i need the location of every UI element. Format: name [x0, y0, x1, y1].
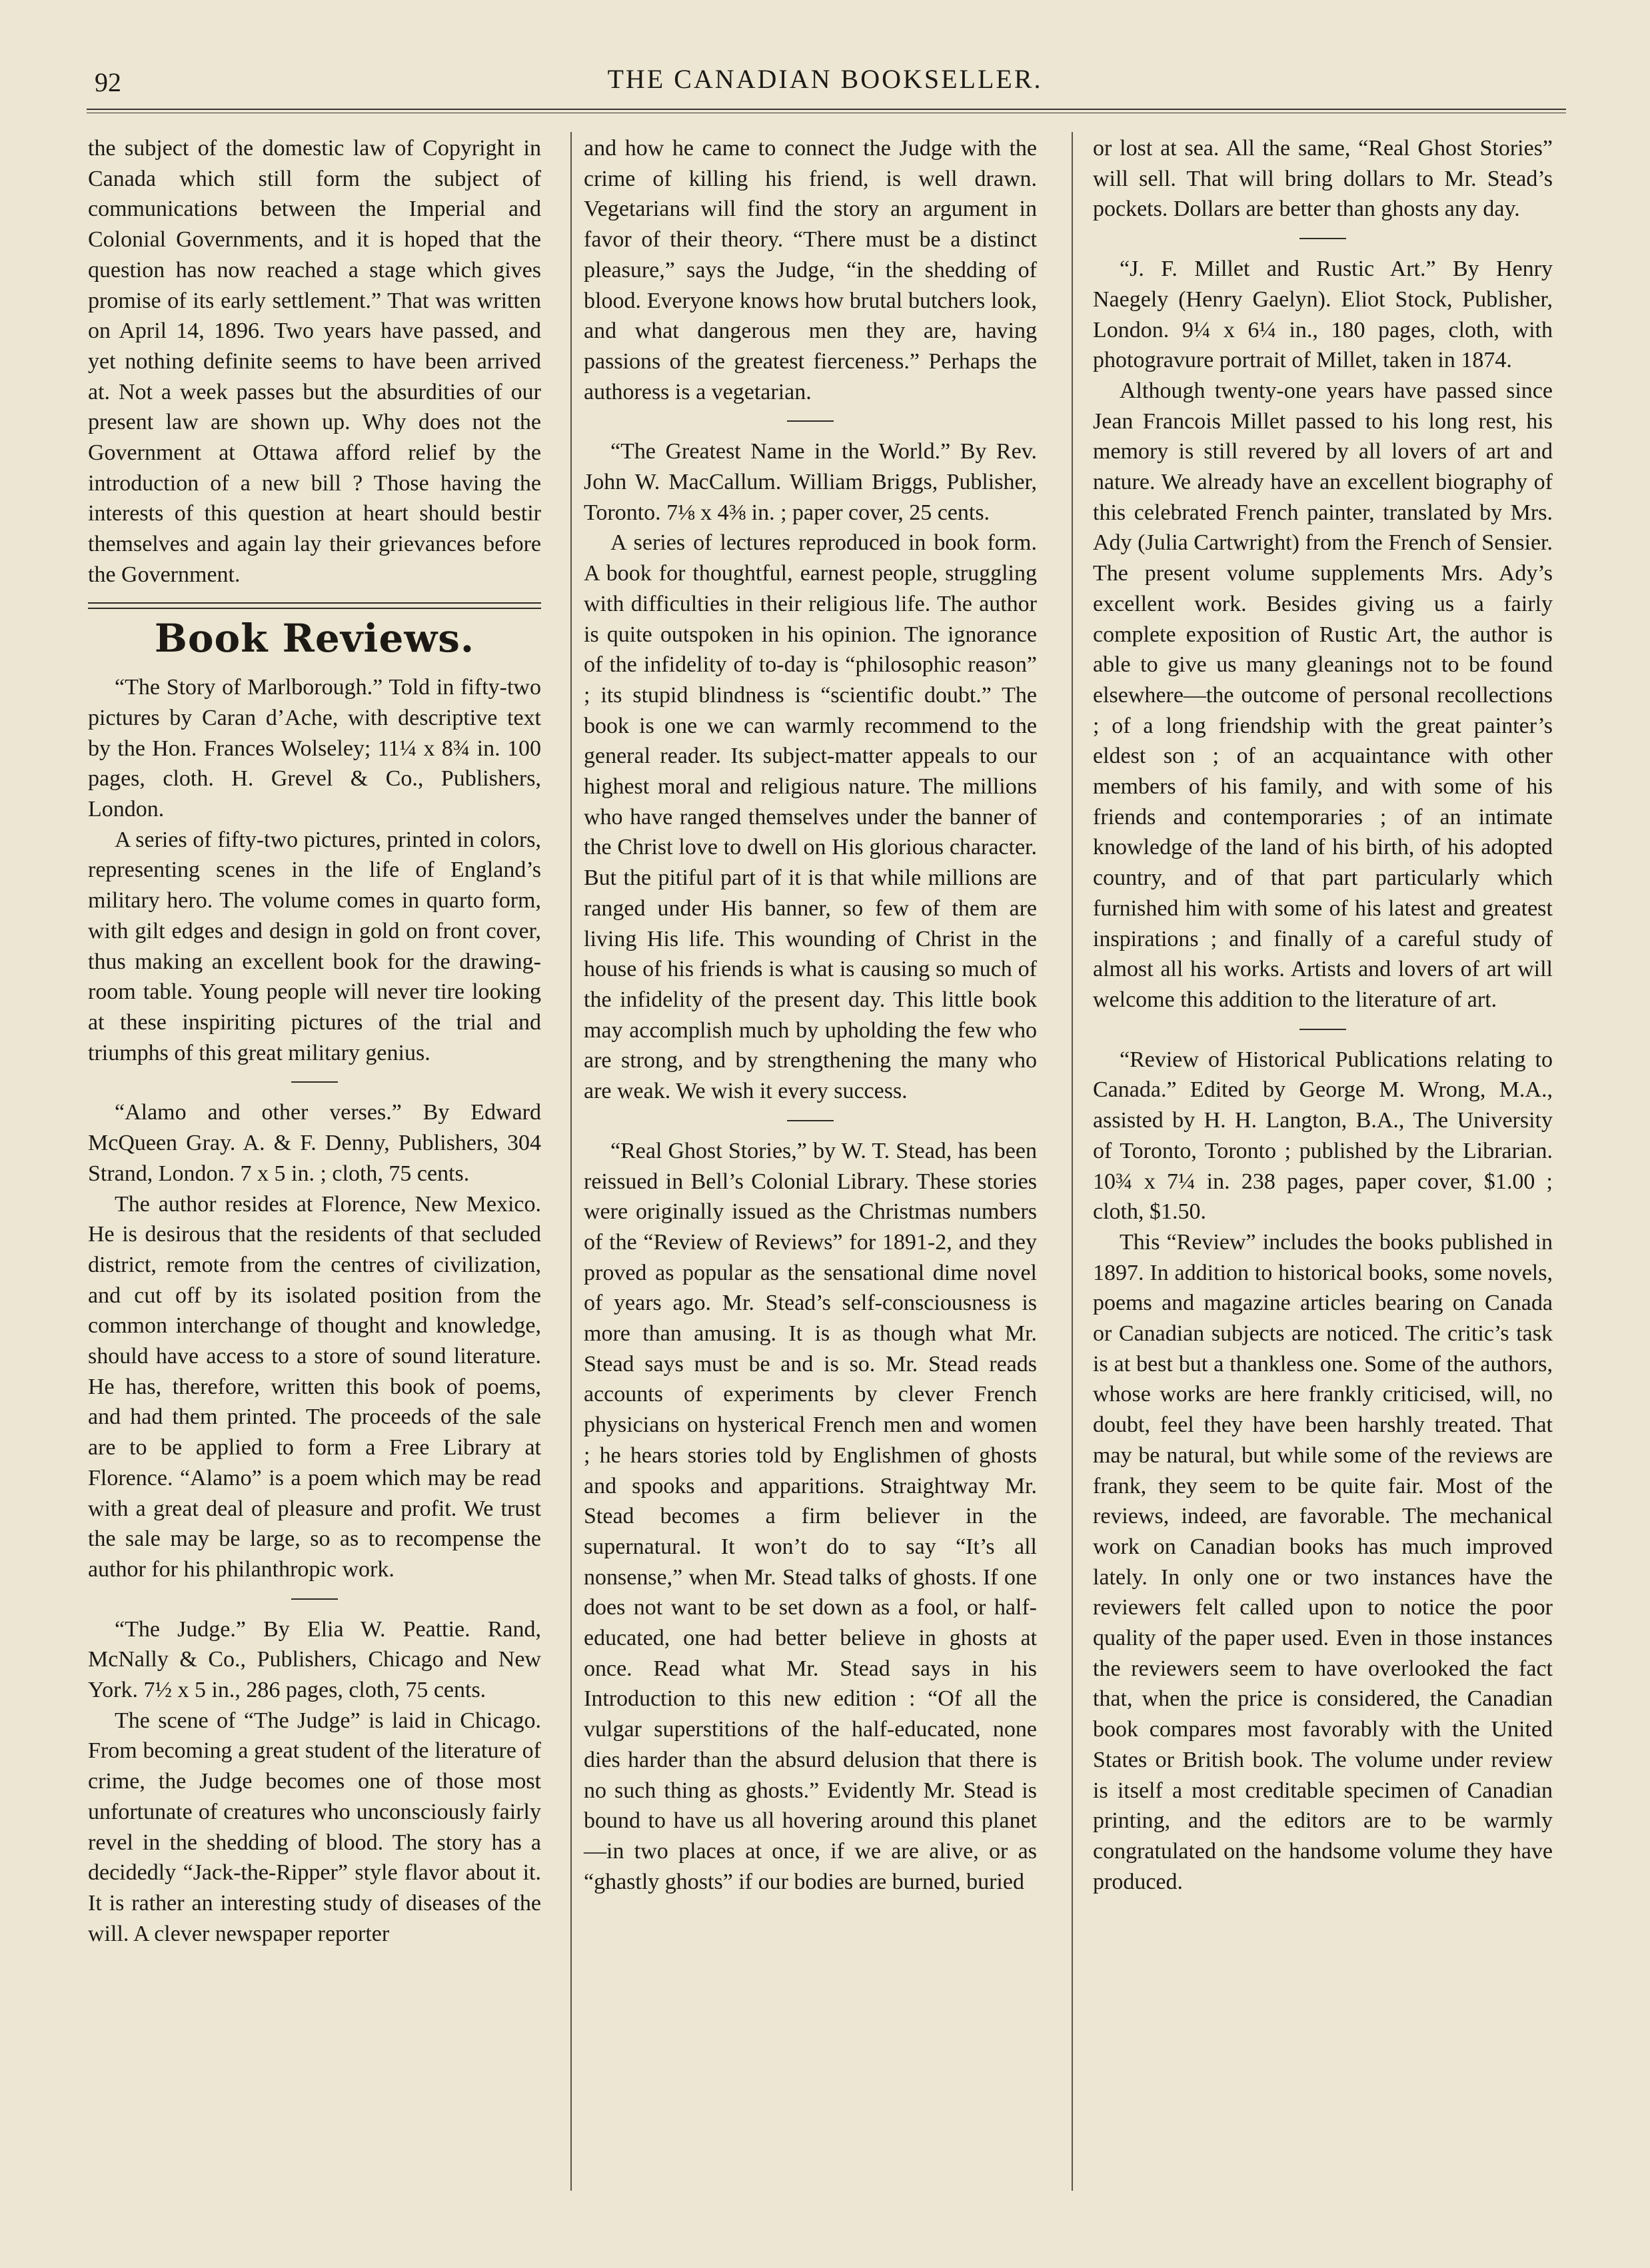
column-2 [584, 133, 1037, 1897]
section-heading: Book Reviews. [154, 615, 475, 661]
section-double-rule [88, 602, 541, 609]
column-divider-2 [1072, 132, 1073, 2191]
review-body-millet: Although twenty-one years have passed since Jean Francois Millet passed to his long rest, his memory is still revered by all lovers of art and nature. We already have an excellent biography of this celebrated French painter, translated by Mrs. Ady (Julia Cartwright) from the French of Sensier. The present volume supplements Mrs. Ady’s excellent work. Besides giving us a fairly complete exposition of Rustic Art, the author is able to give us many gleanings not to be found elsewhere—the outcome of personal recollections ; of a long friendship with the great painter’s eldest son ; of an acquaintance with other members of his family, and with some of his friends and contemporaries ; of an intimate knowledge of the land of his birth, of his adopted country, and of that part particularly which furnished him with some of his latest and greatest inspirations ; and finally of a careful study of almost all his works. Artists and lovers of art will welcome this addition to the literature of art. [1093, 378, 1553, 1012]
review-title-historical: “Review of Historical Publications relating to Canada.” Edited by George M. Wrong, M.A., assisted by H. H. Langton, B.A., The University of Toronto, Toronto ; published by the Librarian. 10¾ x 7¼ in. 238 pages, paper cover, $1.00 ; cloth, $1.50. [1093, 1047, 1553, 1225]
column-1 [88, 133, 541, 1949]
separator-rule [1299, 1029, 1346, 1030]
review-body-judge: The scene of “The Judge” is laid in Chicago. From becoming a great student of the literature of crime, the Judge becomes one of those most unfortunate of creatures who unconsciously fairly revel in the shedding of blood. The story has a decidedly “Jack-the-Ripper” style flavor about it. It is rather an interesting study of diseases of the will. A clever newspaper reporter [88, 1708, 541, 1946]
review-title-marlborough: “The Story of Marlborough.” Told in fifty-two pictures by Caran d’Ache, with descriptive text by the Hon. Frances Wolseley; 11¼ x 8¾ in. 100 pages, cloth. H. Grevel & Co., Publishers, London. [88, 675, 541, 822]
review-body-marlborough: A series of fifty-two pictures, printed in colors, representing scenes in the life of England’s military hero. The volume comes in quarto form, with gilt edges and design in gold on front cover, thus making an excellent book for the drawing-room table. Young people will never tire looking at these inspiriting pictures of the trial and triumphs of this great military genius. [88, 827, 541, 1065]
page-number: 92 [95, 67, 121, 97]
review-body-ghost-stories: “Real Ghost Stories,” by W. T. Stead, has been reissued in Bell’s Colonial Library. These stories were originally issued as the Christmas numbers of the “Review of Reviews” for 1891-2, and they proved as popular as the sensational dime novel of years ago. Mr. Stead’s self-consciousness is more than amusing. It is as though what Mr. Stead says must be and is so. Mr. Stead reads accounts of experiments by clever French physicians on hysterical French men and women ; he hears stories told by Englishmen of ghosts and spooks and apparitions. Straightway Mr. Stead becomes a firm believer in the supernatural. It won’t do to say “It’s all nonsense,” when Mr. Stead talks of ghosts. If one does not want to be set down as a fool, or half-educated, one had better believe in ghosts at once. Read what Mr. Stead says in his Introduction to this new edition : “Of all the vulgar superstitions of the half-educated, none dies harder than the absurd delusion that there is no such thing as ghosts.” Evidently Mr. Stead is bound to have us all hovering around this planet—in two places at once, if we are alive, or as “ghastly ghosts” if our bodies are burned, buried [584, 1138, 1037, 1894]
review-body-judge-cont: and how he came to connect the Judge with the crime of killing his friend, is well drawn. Vegetarians will find the story an argument in favor of their theory. “There must be a distinct pleasure,” says the Judge, “in the shedding of blood. Everyone knows how brutal butchers look, and what dangerous men they are, having passions of the greatest fierceness.” Perhaps the authoress is a vegetarian. [584, 136, 1037, 404]
review-body-ghost-stories-cont: or lost at sea. All the same, “Real Ghost Stories” will sell. That will bring dollars to Mr. Stead’s pockets. Dollars are better than ghosts any day. [1093, 136, 1553, 222]
review-title-greatest-name: “The Greatest Name in the World.” By Rev. John W. MacCallum. William Briggs, Publisher, Toronto. 7⅛ x 4⅜ in. ; paper cover, 25 cents. [584, 439, 1037, 525]
review-body-alamo: The author resides at Florence, New Mexico. He is desirous that the residents of that secluded district, remote from the centres of civilization, and cut off by its isolated position from the common interchange of thought and knowledge, should have access to a store of sound literature. He has, therefore, written this book of poems, and had them printed. The proceeds of the sale are to be applied to form a Free Library at Florence. “Alamo” is a poem which may be read with a great deal of pleasure and profit. We trust the sale may be large, so as to recompense the author for his philanthropic work. [88, 1191, 541, 1582]
separator-rule [1299, 238, 1346, 239]
separator-rule [291, 1081, 338, 1083]
review-body-historical: This “Review” includes the books published in 1897. In addition to historical books, some novels, poems and magazine articles bearing on Canada or Canadian subjects are noticed. The critic’s task is at best but a thankless one. Some of the authors, whose works are here frankly criticised, will, no doubt, feel they have been harshly treated. That may be natural, but while some of the reviews are frank, they seem to be quite fair. Most of the reviews, indeed, are favorable. The mechanical work on Canadian books has much improved lately. In only one or two instances have the reviewers felt called upon to notice the poor quality of the paper used. Even in those instances the reviewers seem to have overlooked the fact that, when the price is considered, the Canadian book compares most favorably with the United States or British book. The volume under review is itself a most creditable specimen of Canadian printing, and the editors are to be warmly congratulated on the handsome volume they have produced. [1093, 1229, 1553, 1894]
copyright-paragraph: the subject of the domestic law of Copyright in Canada which still form the subject of communications between the Imperial and Colonial Governments, and it is hoped that the question has now reached a stage which gives promise of its early settlement.” That was written on April 14, 1896. Two years have passed, and yet nothing definite seems to have been arrived at. Not a week passes but the absurdities of our present law are shown up. Why does not the Government at Ottawa afford relief by the introduction of a new bill ? Those having the interests of this question at heart should bestir themselves and again lay their grievances before the Government. [88, 136, 541, 587]
running-head: THE CANADIAN BOOKSELLER. [607, 64, 1043, 94]
separator-rule [787, 1120, 834, 1121]
column-3 [1093, 133, 1553, 1897]
separator-rule [787, 420, 834, 422]
header-rule [87, 109, 1566, 113]
column-divider-1 [570, 132, 572, 2191]
review-title-millet: “J. F. Millet and Rustic Art.” By Henry Naegely (Henry Gaelyn). Eliot Stock, Publisher, London. 9¼ x 6¼ in., 180 pages, cloth, with photogravure portrait of Millet, taken in 1874. [1093, 257, 1553, 373]
separator-rule [291, 1598, 338, 1600]
review-body-greatest-name: A series of lectures reproduced in book form. A book for thoughtful, earnest people, struggling with difficulties in their religious life. The author is quite outspoken in his opinion. The ignorance of the infidelity of to-day is “philosophic reason” ; its stupid blindness is “scientific doubt.” The book is one we can warmly recommend to the general reader. Its subject-matter appeals to our highest moral and religious nature. The millions who have ranged themselves under the banner of the Christ love to dwell on His glorious character. But the pitiful part of it is that while millions are ranged under His banner, so few of them are living His life. This wounding of Christ in the house of his friends is what is causing so much of the infidelity of the present day. This little book may accomplish much by upholding the few who are strong, and by strengthening the many who are weak. We wish it every success. [584, 530, 1037, 1104]
review-title-alamo: “Alamo and other verses.” By Edward McQueen Gray. A. & F. Denny, Publishers, 304 Strand, London. 7 x 5 in. ; cloth, 75 cents. [88, 1100, 541, 1186]
review-title-judge: “The Judge.” By Elia W. Peattie. Rand, McNally & Co., Publishers, Chicago and New York. 7½ x 5 in., 286 pages, cloth, 75 cents. [88, 1616, 541, 1703]
